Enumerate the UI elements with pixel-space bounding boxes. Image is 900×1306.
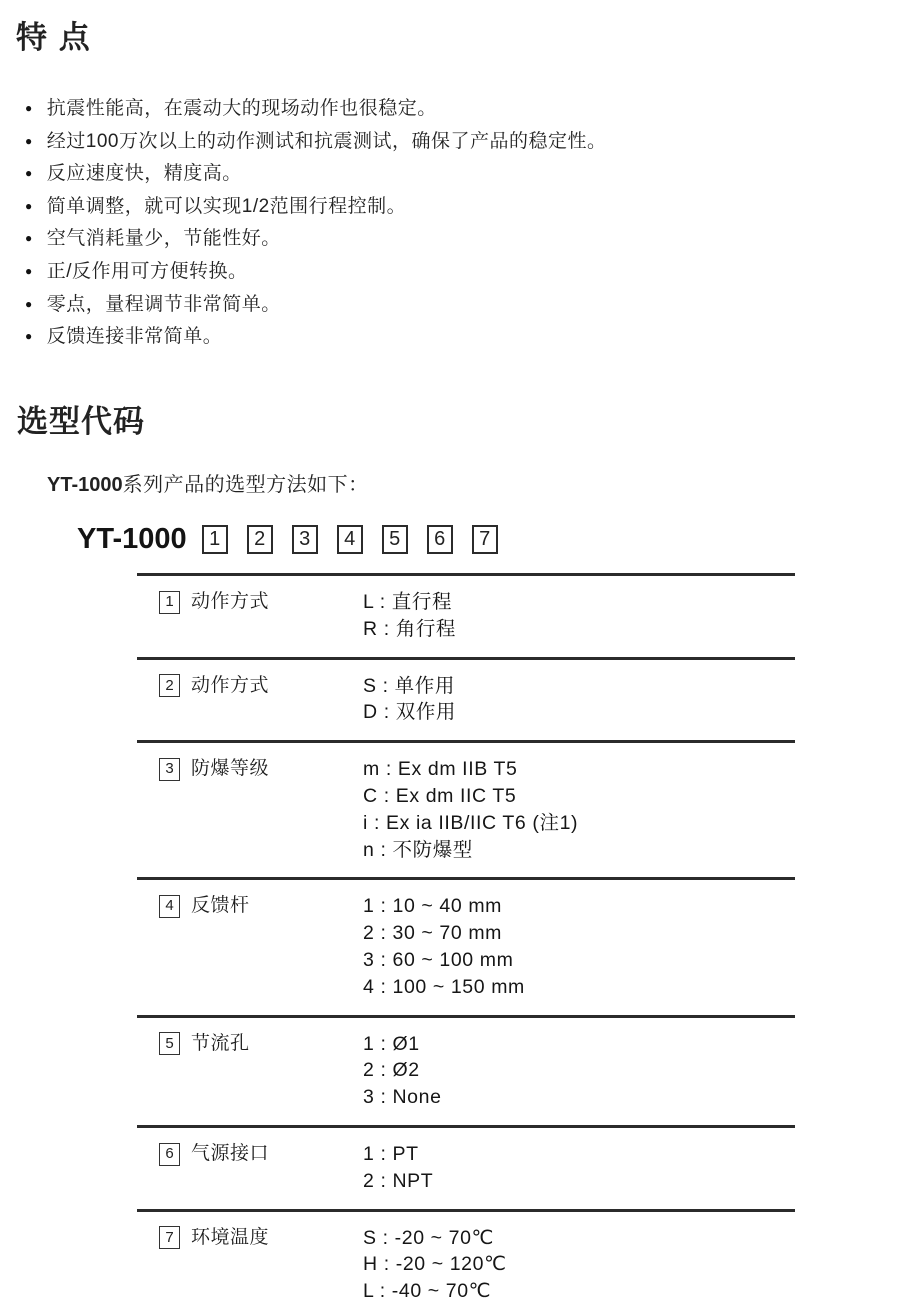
row-option: 1 : Ø1: [363, 1032, 420, 1055]
row-label: 动作方式: [191, 591, 270, 612]
intro-model-name: YT-1000: [47, 474, 123, 496]
feature-item: [25, 191, 606, 224]
bullet-icon: ●: [25, 166, 33, 181]
row-option: 2 : 30 ~ 70 mm: [363, 922, 503, 945]
bullet-icon: ●: [25, 133, 33, 148]
row-options-cell: [363, 1031, 795, 1111]
bullet-icon: ●: [25, 263, 33, 278]
selection-intro: [47, 468, 369, 497]
row-options-cell: [363, 589, 795, 643]
row-option: 3 : 60 ~ 100 mm: [363, 948, 514, 971]
row-options-cell: [363, 1141, 795, 1195]
feature-item: [25, 289, 606, 322]
bullet-icon: ●: [25, 329, 33, 344]
row-option: 2 : NPT: [363, 1169, 434, 1192]
row-option: L : -40 ~ 70℃: [363, 1280, 492, 1303]
row-label-cell: [137, 1141, 363, 1168]
row-option: 3 : None: [363, 1086, 442, 1109]
row-label-cell: [137, 589, 363, 616]
feature-text: 零点，量程调节非常简单。: [46, 293, 281, 315]
row-label-cell: [137, 756, 363, 783]
row-label-cell: [137, 893, 363, 920]
model-code: YT-1000: [77, 522, 187, 555]
row-option: S : -20 ~ 70℃: [363, 1226, 495, 1249]
bullet-icon: ●: [25, 101, 33, 115]
row-option: i : Ex ia IIB/IIC T6 (注1): [363, 811, 579, 834]
row-option: L : 直行程: [363, 591, 453, 613]
feature-item: [25, 158, 606, 191]
row-option: 4 : 100 ~ 150 mm: [363, 975, 525, 998]
row-option: 2 : Ø2: [363, 1059, 420, 1082]
row-label: 反馈杆: [191, 895, 250, 917]
features-title: 特 点: [16, 20, 92, 55]
feature-item: [25, 256, 606, 289]
row-option: H : -20 ~ 120℃: [363, 1253, 507, 1276]
feature-text: 正/反作用可方便转换。: [46, 260, 248, 282]
table-row: [137, 740, 795, 877]
row-options-cell: [363, 1225, 795, 1305]
row-label: 动作方式: [191, 674, 270, 696]
code-digit-box: 1: [202, 525, 228, 554]
code-digit-box: 6: [427, 525, 453, 554]
row-number-box: 5: [159, 1032, 180, 1055]
row-option: n : 不防爆型: [363, 838, 473, 861]
code-digit-box: 3: [292, 525, 318, 554]
feature-text: 抗震性能高，在震动大的现场动作也很稳定。: [46, 98, 437, 119]
row-number-box: 6: [159, 1143, 180, 1166]
table-row: [137, 877, 795, 1014]
table-row: [137, 1015, 795, 1125]
feature-text: 经过100万次以上的动作测试和抗震测试，确保了产品的稳定性。: [46, 130, 607, 152]
feature-item: [25, 93, 606, 126]
row-option: C : Ex dm IIC T5: [363, 784, 517, 807]
feature-item: [25, 321, 606, 354]
feature-item: [25, 223, 606, 256]
row-number-box: 7: [159, 1226, 180, 1249]
row-option: D : 双作用: [363, 701, 457, 724]
feature-text: 反馈连接非常简单。: [46, 326, 223, 348]
row-label-cell: [137, 673, 363, 700]
ordering-code-line: [77, 522, 517, 556]
intro-text: 系列产品的选型方法如下：: [122, 474, 369, 496]
feature-text: 简单调整，就可以实现1/2范围行程控制。: [46, 195, 407, 217]
code-digit-box: 7: [472, 525, 498, 554]
selection-title: 选型代码: [17, 404, 145, 439]
code-digit-box: 2: [247, 525, 273, 554]
row-options-cell: [363, 756, 795, 863]
feature-item: [25, 126, 606, 159]
row-label: 节流孔: [191, 1032, 250, 1054]
row-number-box: 4: [159, 895, 180, 918]
feature-text: 空气消耗量少，节能性好。: [46, 228, 281, 250]
table-row: [137, 1209, 795, 1306]
row-label-cell: [137, 1031, 363, 1058]
row-options-cell: [363, 893, 795, 1000]
row-label: 环境温度: [191, 1226, 270, 1248]
features-list: [25, 93, 606, 354]
selection-table: [137, 573, 795, 1306]
row-label: 气源接口: [191, 1142, 270, 1164]
row-number-box: 1: [159, 591, 180, 614]
table-row: [137, 1125, 795, 1209]
row-number-box: 3: [159, 758, 180, 781]
row-label: 防爆等级: [191, 758, 270, 780]
row-option: 1 : 10 ~ 40 mm: [363, 895, 503, 918]
row-label-cell: [137, 1225, 363, 1252]
bullet-icon: ●: [25, 198, 33, 213]
code-digit-box: 4: [337, 525, 363, 554]
code-digit-box: 5: [382, 525, 408, 554]
row-option: S : 单作用: [363, 674, 455, 697]
bullet-icon: ●: [25, 296, 33, 311]
row-option: m : Ex dm IIB T5: [363, 758, 518, 781]
row-option: 1 : PT: [363, 1142, 419, 1165]
feature-text: 反应速度快，精度高。: [46, 163, 242, 185]
table-row: [137, 573, 795, 657]
row-options-cell: [363, 673, 795, 727]
table-row: [137, 657, 795, 741]
row-number-box: 2: [159, 674, 180, 697]
bullet-icon: ●: [25, 231, 33, 246]
code-digit-boxes: [202, 525, 517, 554]
row-option: R : 角行程: [363, 617, 457, 640]
